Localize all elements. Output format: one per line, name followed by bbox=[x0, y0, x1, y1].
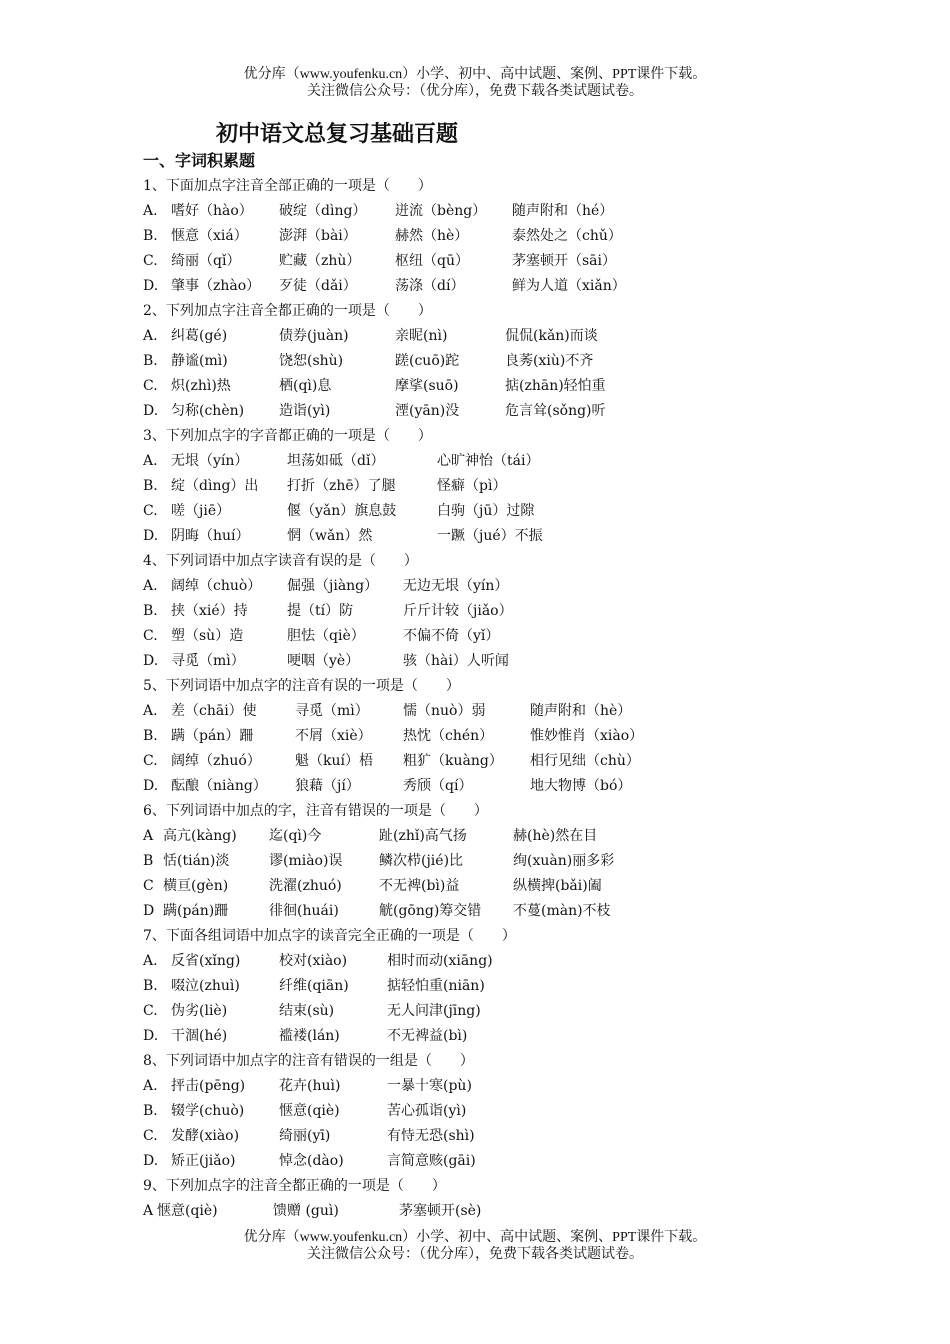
option-item: 挟（xié）持 bbox=[171, 603, 248, 619]
option-line bbox=[143, 999, 823, 1024]
option-item: 债券(juàn) bbox=[279, 328, 349, 344]
option-item: 胆怯（qiè） bbox=[287, 628, 365, 644]
option-item: 干涸(hé) bbox=[171, 1028, 228, 1044]
option-item: 摩挲(suō) bbox=[395, 378, 459, 394]
option-item: 掂(zhān)轻怕重 bbox=[505, 378, 606, 394]
option-letter: B bbox=[143, 853, 154, 869]
option-letter: A. bbox=[143, 1078, 158, 1094]
option-item: 辍学(chuò) bbox=[171, 1103, 245, 1119]
option-item: 觥(gōng)筹交错 bbox=[379, 903, 482, 919]
option-item: 魁（kuí）梧 bbox=[295, 753, 373, 769]
option-item: 破绽（dìng） bbox=[279, 203, 367, 219]
option-item: 趾(zhǐ)高气扬 bbox=[379, 828, 467, 844]
option-item: 纵横捭(bǎi)阖 bbox=[513, 878, 602, 894]
option-line bbox=[143, 349, 823, 374]
question-block bbox=[143, 1174, 823, 1224]
option-item: 匀称(chèn) bbox=[171, 403, 245, 419]
option-item: 馈赠 (guì) bbox=[273, 1203, 339, 1219]
option-line bbox=[143, 649, 823, 674]
option-item: 差（chāi）使 bbox=[171, 703, 257, 719]
option-item: 无人问津(jīng) bbox=[387, 1003, 481, 1019]
option-item: 绚(xuàn)丽多彩 bbox=[513, 853, 615, 869]
option-item: 反省(xǐng) bbox=[171, 953, 241, 969]
option-letter: D. bbox=[143, 403, 159, 419]
option-line bbox=[143, 699, 823, 724]
option-item: 绮丽(yī) bbox=[279, 1128, 331, 1144]
option-line bbox=[143, 1199, 823, 1224]
option-item: 高亢(kàng) bbox=[163, 828, 237, 844]
option-item: 掂轻怕重(niān) bbox=[387, 978, 485, 994]
option-line bbox=[143, 274, 823, 299]
option-item: 肇事（zhào） bbox=[171, 278, 261, 294]
option-item: 赫(hè)然在目 bbox=[513, 828, 598, 844]
question-stem: 8、下列词语中加点字的注音有错误的一组是（ ） bbox=[143, 1053, 474, 1069]
option-letter: B. bbox=[143, 478, 158, 494]
option-item: 坦荡如砥（dǐ） bbox=[287, 453, 385, 469]
option-letter: C. bbox=[143, 1128, 158, 1144]
question-block bbox=[143, 174, 823, 299]
option-letter: A. bbox=[143, 203, 158, 219]
option-letter: B. bbox=[143, 353, 158, 369]
option-item: 发酵(xiào) bbox=[171, 1128, 240, 1144]
option-item: 嗜好（hào） bbox=[171, 203, 253, 219]
option-item: 惬意(qiè) bbox=[157, 1203, 218, 1219]
question-stem: 6、下列词语中加点的字，注音有错误的一项是（ ） bbox=[143, 803, 488, 819]
option-item: 不蔓(màn)不枝 bbox=[513, 903, 611, 919]
header-line-2: 关注微信公众号：（优分库），免费下载各类试题试卷。 bbox=[307, 84, 643, 99]
option-item: 谬(miào)误 bbox=[269, 853, 343, 869]
footer-line-1: 优分库（www.youfenku.cn）小学、初中、高中试题、案例、PPT课件下载。 bbox=[243, 1230, 707, 1245]
option-item: 赫然（hè） bbox=[395, 228, 469, 244]
option-item: 提（tí）防 bbox=[287, 603, 354, 619]
option-letter: D. bbox=[143, 653, 159, 669]
option-item: 斤斤计较（jiǎo） bbox=[403, 603, 513, 619]
option-item: 寻觅（mì） bbox=[295, 703, 369, 719]
option-letter: A. bbox=[143, 578, 158, 594]
question-block bbox=[143, 1049, 823, 1174]
question-stem: 1、下面加点字注音全部正确的一项是（ ） bbox=[143, 178, 432, 194]
option-item: 危言耸(sǒng)听 bbox=[505, 403, 606, 419]
option-line bbox=[143, 524, 823, 549]
option-line bbox=[143, 1124, 823, 1149]
page-footer bbox=[0, 1229, 950, 1263]
option-line bbox=[143, 399, 823, 424]
option-letter: D. bbox=[143, 1028, 159, 1044]
option-item: 徘徊(huái) bbox=[269, 903, 339, 919]
option-item: 洗濯(zhuó) bbox=[269, 878, 342, 894]
option-item: 无边无垠（yín） bbox=[403, 578, 509, 594]
option-item: 苦心孤诣(yì) bbox=[387, 1103, 467, 1119]
question-block bbox=[143, 924, 823, 1049]
option-item: 迄(qì)今 bbox=[269, 828, 322, 844]
option-item: 纠葛(gé) bbox=[171, 328, 228, 344]
question-block bbox=[143, 549, 823, 674]
option-line bbox=[143, 824, 823, 849]
option-line bbox=[143, 874, 823, 899]
question-block bbox=[143, 674, 823, 799]
option-letter: B. bbox=[143, 1103, 158, 1119]
option-item: 塑（sù）造 bbox=[171, 628, 244, 644]
option-item: 绽（dìng）出 bbox=[171, 478, 259, 494]
option-item: 枢纽（qū） bbox=[395, 253, 469, 269]
option-item: 惬意(qiè) bbox=[279, 1103, 340, 1119]
option-item: 热忱（chén） bbox=[403, 728, 494, 744]
option-item: 不偏不倚（yǐ） bbox=[403, 628, 500, 644]
option-item: 静谧(mì) bbox=[171, 353, 228, 369]
option-item: 相时而动(xiāng) bbox=[387, 953, 493, 969]
option-letter: B. bbox=[143, 228, 158, 244]
option-item: 炽(zhì)热 bbox=[171, 378, 231, 394]
option-line bbox=[143, 224, 823, 249]
option-item: 惟妙惟肖（xiào） bbox=[530, 728, 644, 744]
option-item: 侃侃(kǎn)而谈 bbox=[505, 328, 598, 344]
option-letter: B. bbox=[143, 728, 158, 744]
option-item: 随声附和（hè） bbox=[530, 703, 632, 719]
option-item: 悼念(dào) bbox=[279, 1153, 344, 1169]
option-line bbox=[143, 774, 823, 799]
option-item: 心旷神怡（tái） bbox=[437, 453, 540, 469]
option-letter: B. bbox=[143, 603, 158, 619]
option-item: 褴褛(lán) bbox=[279, 1028, 340, 1044]
option-item: 鲜为人道（xiǎn） bbox=[512, 278, 626, 294]
option-item: 湮(yān)没 bbox=[395, 403, 460, 419]
option-item: 良莠(xiù)不齐 bbox=[505, 353, 594, 369]
option-line bbox=[143, 499, 823, 524]
page-title: 初中语文总复习基础百题 bbox=[216, 122, 459, 147]
option-letter: A. bbox=[143, 328, 158, 344]
option-item: 阴晦（huí） bbox=[171, 528, 250, 544]
option-letter: C. bbox=[143, 253, 158, 269]
option-line bbox=[143, 199, 823, 224]
option-item: 蹉(cuō)跎 bbox=[395, 353, 460, 369]
option-item: 伪劣(liè) bbox=[171, 1003, 228, 1019]
option-letter: C. bbox=[143, 753, 158, 769]
option-item: 茅塞顿开（sāi） bbox=[512, 253, 617, 269]
option-item: 矫正(jiǎo) bbox=[171, 1153, 236, 1169]
option-item: 泰然处之（chǔ） bbox=[512, 228, 622, 244]
option-item: 酝酿（niàng） bbox=[171, 778, 267, 794]
option-line bbox=[143, 849, 823, 874]
option-item: 澎湃（bài） bbox=[279, 228, 357, 244]
option-letter: A. bbox=[143, 453, 158, 469]
option-item: 鳞次栉(jié)比 bbox=[379, 853, 464, 869]
option-item: 阔绰（chuò） bbox=[171, 578, 262, 594]
option-letter: C bbox=[143, 878, 154, 894]
option-item: 绮丽（qǐ） bbox=[171, 253, 241, 269]
option-letter: D. bbox=[143, 778, 159, 794]
option-letter: A bbox=[143, 828, 154, 844]
option-item: 秀颀（qí） bbox=[403, 778, 473, 794]
option-line bbox=[143, 624, 823, 649]
option-item: 歹徒（dǎi） bbox=[279, 278, 357, 294]
option-item: 横亘(gèn) bbox=[163, 878, 229, 894]
option-line bbox=[143, 1024, 823, 1049]
option-line bbox=[143, 249, 823, 274]
option-item: 饶恕(shù) bbox=[279, 353, 344, 369]
question-stem: 9、下列加点字的注音全都正确的一项是（ ） bbox=[143, 1178, 446, 1194]
option-item: 不屑（xiè） bbox=[295, 728, 372, 744]
option-letter: D. bbox=[143, 278, 159, 294]
option-item: 粗犷（kuàng） bbox=[403, 753, 503, 769]
option-item: 怪癖（pì） bbox=[437, 478, 507, 494]
option-line bbox=[143, 974, 823, 999]
option-item: 荡涤（dí） bbox=[395, 278, 465, 294]
option-letter: A. bbox=[143, 953, 158, 969]
question-stem: 5、下列词语中加点字的注音有误的一项是（ ） bbox=[143, 678, 460, 694]
option-item: 栖(qì)息 bbox=[279, 378, 332, 394]
option-letter: D. bbox=[143, 1153, 159, 1169]
option-letter: A. bbox=[143, 703, 158, 719]
option-line bbox=[143, 324, 823, 349]
section-heading: 一、字词积累题 bbox=[143, 151, 256, 170]
option-item: 纤维(qiān) bbox=[279, 978, 349, 994]
option-line bbox=[143, 449, 823, 474]
option-item: 一暴十寒(pù) bbox=[387, 1078, 472, 1094]
option-line bbox=[143, 574, 823, 599]
option-item: 随声附和（hé） bbox=[512, 203, 614, 219]
option-letter: C. bbox=[143, 378, 158, 394]
option-item: 一蹶（jué）不振 bbox=[437, 528, 543, 544]
footer-line-2: 关注微信公众号：（优分库），免费下载各类试题试卷。 bbox=[307, 1247, 643, 1262]
option-line bbox=[143, 599, 823, 624]
option-item: 校对(xiào) bbox=[279, 953, 348, 969]
question-stem: 3、下列加点字的字音都正确的一项是（ ） bbox=[143, 428, 432, 444]
option-item: 倔强（jiàng） bbox=[287, 578, 379, 594]
option-item: 不无裨益(bì) bbox=[387, 1028, 468, 1044]
option-item: 骇（hài）人听闻 bbox=[403, 653, 509, 669]
option-item: 贮藏（zhù） bbox=[279, 253, 361, 269]
page-header bbox=[0, 66, 950, 100]
option-line bbox=[143, 374, 823, 399]
option-item: 花卉(huì) bbox=[279, 1078, 341, 1094]
option-item: 打折（zhē）了腿 bbox=[287, 478, 396, 494]
option-item: 迸流（bèng） bbox=[395, 203, 487, 219]
question-list bbox=[143, 174, 823, 1224]
option-item: 惘（wǎn）然 bbox=[287, 528, 373, 544]
option-item: 不无裨(bì)益 bbox=[379, 878, 460, 894]
question-stem: 2、下列加点字注音全都正确的一项是（ ） bbox=[143, 303, 432, 319]
option-item: 嗟（jiē） bbox=[171, 503, 231, 519]
option-item: 啜泣(zhuì) bbox=[171, 978, 240, 994]
option-item: 相行见绌（chù） bbox=[530, 753, 640, 769]
option-item: 言简意赅(gāi) bbox=[387, 1153, 476, 1169]
option-item: 寻觅（mì） bbox=[171, 653, 245, 669]
option-item: 恬(tián)淡 bbox=[163, 853, 230, 869]
option-line bbox=[143, 899, 823, 924]
option-letter: C. bbox=[143, 628, 158, 644]
question-block bbox=[143, 424, 823, 549]
option-item: 惬意（xiá） bbox=[171, 228, 248, 244]
option-item: 白驹（jū）过隙 bbox=[437, 503, 535, 519]
question-stem: 4、下列词语中加点字读音有误的是（ ） bbox=[143, 553, 418, 569]
option-letter: C. bbox=[143, 503, 158, 519]
option-item: 结束(sù) bbox=[279, 1003, 335, 1019]
option-item: 地大物博（bó） bbox=[530, 778, 632, 794]
question-block bbox=[143, 799, 823, 924]
option-item: 懦（nuò）弱 bbox=[403, 703, 486, 719]
option-item: 蹒(pán)跚 bbox=[163, 903, 229, 919]
option-item: 狼藉（jí） bbox=[295, 778, 360, 794]
option-line bbox=[143, 949, 823, 974]
option-line bbox=[143, 1099, 823, 1124]
option-line bbox=[143, 1149, 823, 1174]
option-line bbox=[143, 724, 823, 749]
option-item: 抨击(pēng) bbox=[171, 1078, 246, 1094]
option-item: 茅塞顿开(sè) bbox=[399, 1203, 482, 1219]
option-letter: A bbox=[143, 1203, 154, 1219]
option-item: 哽咽（yè） bbox=[287, 653, 360, 669]
option-item: 蹒（pán）跚 bbox=[171, 728, 254, 744]
option-item: 偃（yǎn）旗息鼓 bbox=[287, 503, 397, 519]
question-block bbox=[143, 299, 823, 424]
question-stem: 7、下面各组词语中加点字的读音完全正确的一项是（ ） bbox=[143, 928, 516, 944]
option-item: 无垠（yín） bbox=[171, 453, 249, 469]
option-line bbox=[143, 1074, 823, 1099]
option-line bbox=[143, 749, 823, 774]
option-letter: B. bbox=[143, 978, 158, 994]
header-line-1: 优分库（www.youfenku.cn）小学、初中、高中试题、案例、PPT课件下载。 bbox=[243, 67, 707, 82]
option-letter: C. bbox=[143, 1003, 158, 1019]
option-item: 阔绰（zhuó） bbox=[171, 753, 261, 769]
option-item: 有恃无恐(shì) bbox=[387, 1128, 475, 1144]
option-letter: D. bbox=[143, 528, 159, 544]
option-line bbox=[143, 474, 823, 499]
option-item: 亲昵(nì) bbox=[395, 328, 448, 344]
option-letter: D bbox=[143, 903, 155, 919]
option-item: 造诣(yì) bbox=[279, 403, 331, 419]
